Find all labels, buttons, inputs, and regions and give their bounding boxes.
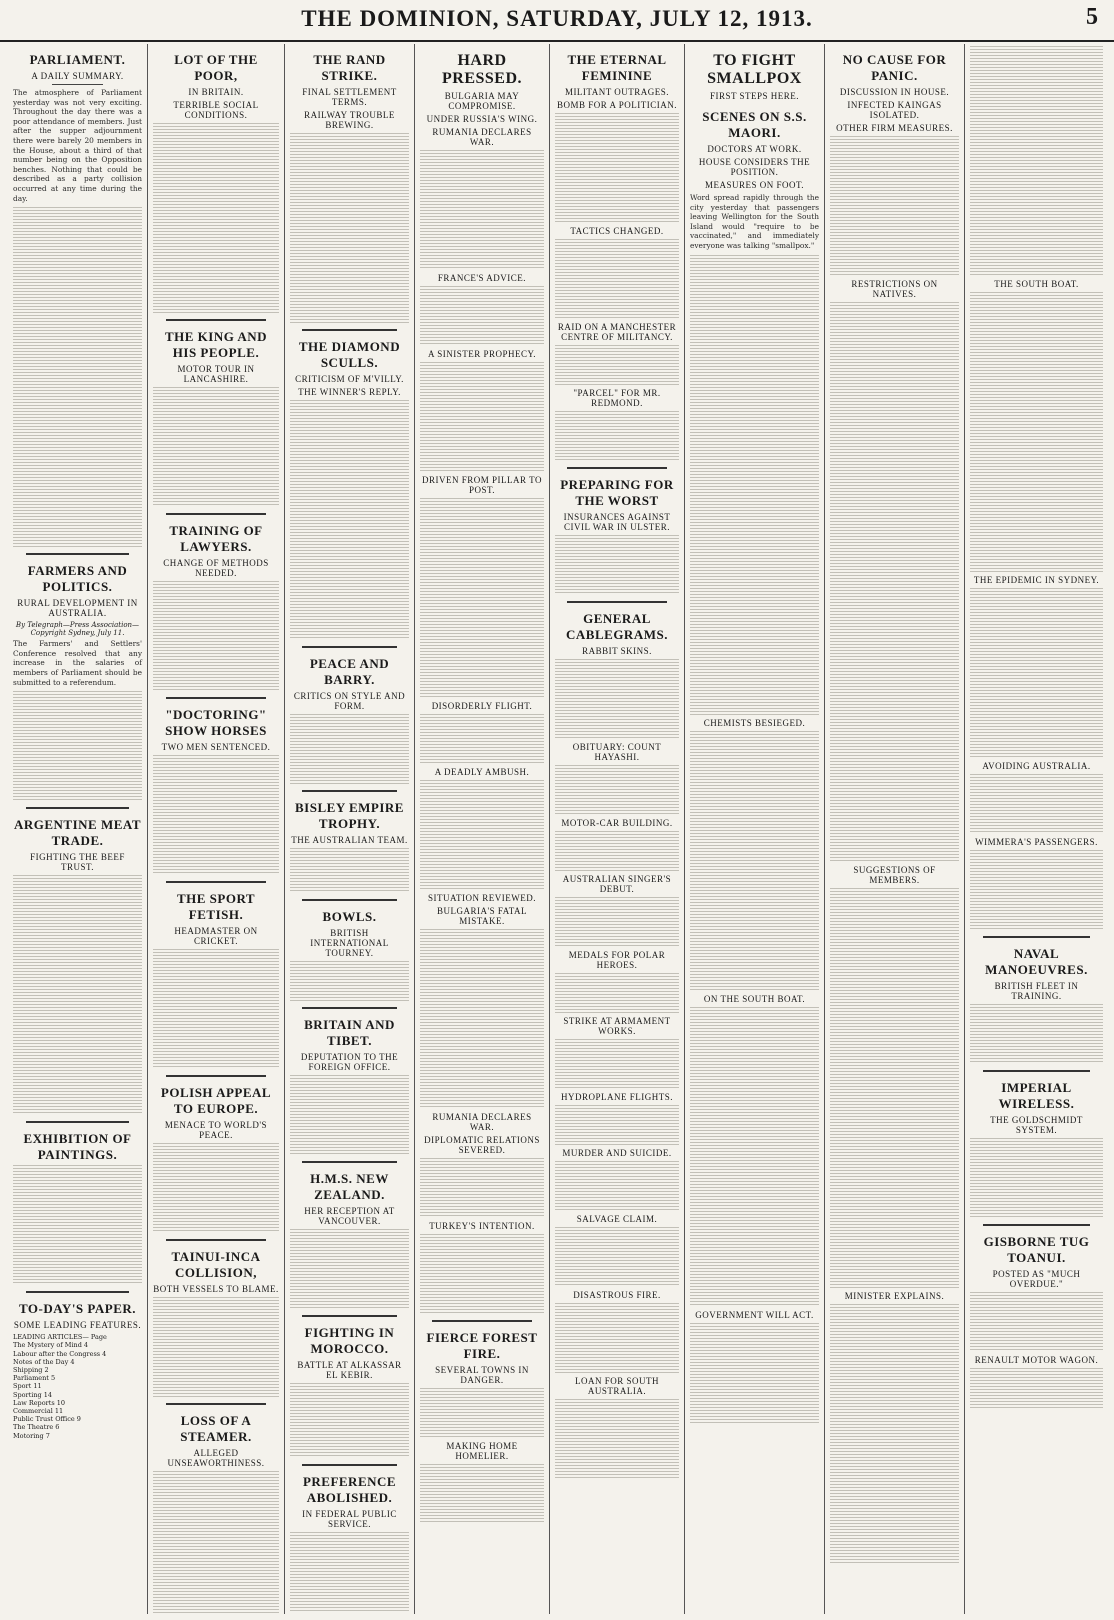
column-2 [148,44,285,1614]
article-body [13,1165,142,1285]
article-body [290,400,409,640]
divider [302,1007,397,1009]
toc-row: Sport 11 [13,1382,42,1391]
toc-row: LEADING ARTICLES— Page [13,1333,107,1342]
article-body [830,888,959,1288]
subheadline: RABBIT SKINS. [582,646,652,656]
article-body [420,1388,544,1438]
divider [166,1403,267,1405]
section-head: RENAULT MOTOR WAGON. [974,1355,1099,1365]
column-3 [285,44,415,1614]
headline: TO FIGHT SMALLPOX [707,52,802,87]
subheadline: BULGARIA'S FATAL MISTAKE. [437,906,527,926]
article-text: Word spread rapidly through the city yesterday that passengers leaving Wellington for the South Island would "require to be vaccinated," and immediately everyone was talking "smallpox." [690,193,819,250]
article-body [153,1471,279,1614]
page-number: 5 [1086,4,1098,30]
subheadline: SEVERAL TOWNS IN DANGER. [435,1365,529,1385]
article-body [153,123,279,313]
divider [166,1239,267,1241]
headline: BRITAIN AND TIBET. [304,1017,395,1048]
article-body [555,1105,679,1145]
subheadline: INFECTED KAINGAS ISOLATED. [847,100,942,120]
subheadline: TWO MEN SENTENCED. [161,742,271,752]
subheadline: THE AUSTRALIAN TEAM. [291,835,408,845]
subheadline: DOCTORS AT WORK. [707,144,802,154]
article-body [690,255,819,715]
article-body [153,581,279,691]
subheadline: BRITISH INTERNATIONAL TOURNEY. [310,928,389,958]
headline: NAVAL MANOEUVRES. [985,946,1088,977]
section-head: DISASTROUS FIRE. [573,1290,661,1300]
headline: H.M.S. NEW ZEALAND. [310,1171,389,1202]
section-head: SUGGESTIONS OF MEMBERS. [853,865,936,885]
subheadline: BRITISH FLEET IN TRAINING. [994,981,1079,1001]
column-7 [825,44,965,1614]
section-head: ON THE SOUTH BOAT. [703,993,806,1004]
divider [302,899,397,901]
article-body [290,133,409,323]
toc-row: Public Trust Office 9 [13,1415,81,1424]
headline: PEACE AND BARRY. [309,656,390,687]
divider [26,553,129,555]
section-head: WIMMERA'S PASSENGERS. [975,837,1098,847]
headline: EXHIBITION OF PAINTINGS. [23,1131,132,1163]
article-body [420,780,544,890]
article-body [555,1303,679,1373]
subheadline: BOMB FOR A POLITICIAN. [556,100,677,110]
subheadline: BULGARIA MAY COMPROMISE. [444,91,520,111]
article-body [290,1075,409,1155]
article-body [555,973,679,1013]
divider [166,1075,267,1077]
section-head: A SINISTER PROPHECY. [427,349,537,359]
article-body [970,1292,1103,1352]
toc-row: Shipping 2 [13,1365,49,1374]
subheadline: RURAL DEVELOPMENT IN AUSTRALIA. [17,598,138,619]
headline: PREFERENCE ABOLISHED. [302,1474,397,1505]
headline: GISBORNE TUG TOANUI. [983,1234,1090,1265]
article-body [830,1304,959,1564]
headline: BISLEY EMPIRE TROPHY. [295,800,404,831]
divider [26,807,129,809]
section-head: RUMANIA DECLARES WAR. [432,1112,532,1132]
section-head: AUSTRALIAN SINGER'S DEBUT. [562,874,672,894]
article-body [290,1532,409,1612]
section-head: MURDER AND SUICIDE. [562,1148,672,1158]
article-body [420,929,544,1109]
subheadline: DEPUTATION TO THE FOREIGN OFFICE. [300,1052,399,1072]
headline: TO-DAY'S PAPER. [18,1301,137,1317]
section-head: FRANCE'S ADVICE. [437,273,527,283]
article-body [13,691,142,801]
divider [302,1161,397,1163]
article-body [970,1138,1103,1218]
section-head: MAKING HOME HOMELIER. [446,1441,518,1461]
article-body [555,897,679,947]
headline: FIERCE FOREST FIRE. [426,1330,538,1361]
divider [166,319,267,321]
headline: IMPERIAL WIRELESS. [998,1080,1075,1111]
article-body [970,850,1103,930]
subheadline: TERRIBLE SOCIAL CONDITIONS. [173,100,259,120]
article-text: The Farmers' and Settlers' Conference resolved that any increase in the salaries of members of Parliament should be submitted to a referendum. [13,639,142,687]
article-body [555,765,679,815]
article-body [290,714,409,784]
section-head: MOTOR-CAR BUILDING. [561,818,673,828]
article-body [153,387,279,507]
headline: "DOCTORING" SHOW HORSES [165,707,267,738]
headline: ARGENTINE MEAT TRADE. [13,817,142,849]
subheadline: OTHER FIRM MEASURES. [836,123,953,133]
headline: LOSS OF A STEAMER. [180,1413,252,1444]
section-head: STRIKE AT ARMAMENT WORKS. [563,1016,671,1036]
article-body [153,755,279,875]
section-head: RAID ON A MANCHESTER CENTRE OF MILITANCY. [557,322,677,342]
section-head: CHEMISTS BESIEGED. [703,717,806,728]
article-body [970,588,1103,758]
article-body [830,136,959,276]
article-body [555,345,679,385]
article-body [290,848,409,893]
section-head: DRIVEN FROM PILLAR TO POST. [422,475,542,495]
subheadline: CRITICS ON STYLE AND FORM. [293,691,406,711]
article-body [555,113,679,223]
headline: FARMERS AND POLITICS. [27,563,128,595]
section-head: THE EPIDEMIC IN SYDNEY. [973,575,1100,585]
toc-row: The Theatre 6 [13,1423,60,1432]
subheadline: MENACE TO WORLD'S PEACE. [164,1120,268,1140]
subheadline: HOUSE CONSIDERS THE POSITION. [698,157,811,177]
divider [302,1315,397,1317]
section-head: GOVERNMENT WILL ACT. [695,1309,814,1320]
headline: LOT OF THE POOR, [174,52,258,83]
toc-row: Labour after the Congress 4 [13,1349,107,1358]
article-body [970,292,1103,572]
headline: THE RAND STRIKE. [313,52,386,83]
article-body [290,961,409,1001]
divider [567,601,666,603]
article-body [290,1229,409,1309]
divider [983,1224,1089,1226]
article-body [420,714,544,764]
section-head: MINISTER EXPLAINS. [844,1291,945,1301]
article-body [970,774,1103,834]
divider [432,1320,531,1322]
headline: PREPARING FOR THE WORST [560,477,674,508]
section-head: OBITUARY: COUNT HAYASHI. [572,742,662,762]
column-4 [415,44,550,1614]
subheadline: POSTED AS "MUCH OVERDUE." [992,1269,1081,1289]
divider [166,881,267,883]
article-body [420,362,544,472]
headline: GENERAL CABLEGRAMS. [566,611,668,642]
toc-row: Parliament 5 [13,1374,56,1383]
divider [302,646,397,648]
headline: SCENES ON S.S. MAORI. [702,109,807,140]
column-8 [965,44,1108,1614]
section-head: RESTRICTIONS ON NATIVES. [851,279,938,299]
headline: BOWLS. [322,909,377,924]
divider [166,697,267,699]
article-text: The atmosphere of Parliament yesterday was not very exciting. Throughout the day there was a poor attendance of members. Just after the supper adjournment there were barely 20 members in the House, about a third of that number being on the Opposition benches. Nothing that could be described as a party collision occurred at any time during the day. [13,88,142,203]
subheadline: THE GOLDSCHMIDT SYSTEM. [990,1115,1083,1135]
section-head: SALVAGE CLAIM. [576,1214,658,1224]
toc-row: Motoring 7 [13,1431,50,1440]
article-body [555,831,679,871]
divider [166,513,267,515]
article-body [290,1383,409,1458]
subheadline: MILITANT OUTRAGES. [564,87,670,97]
article-body [555,535,679,595]
article-body [420,286,544,346]
article-body [555,239,679,319]
article-body [970,1004,1103,1064]
article-body [420,1234,544,1314]
headline: FIGHTING IN MOROCCO. [304,1325,395,1356]
article-body [555,1039,679,1089]
article-body [153,1143,279,1233]
article-body [420,150,544,270]
subheadline: INSURANCES AGAINST CIVIL WAR IN ULSTER. [563,512,671,532]
subheadline: FIGHTING THE BEEF TRUST. [30,852,125,873]
headline: POLISH APPEAL TO EUROPE. [160,1085,272,1116]
section-head: TURKEY'S INTENTION. [429,1221,535,1231]
headline: TRAINING OF LAWYERS. [169,523,263,554]
section-head: DISORDERLY FLIGHT. [431,701,533,711]
dateline: By Telegraph—Press Association—Copyright Sydney, July 11. [15,621,140,638]
subheadline: MEASURES ON FOOT. [704,180,805,190]
subheadline: BOTH VESSELS TO BLAME. [153,1284,279,1294]
article-body [555,1227,679,1287]
subheadline: DIPLOMATIC RELATIONS SEVERED. [424,1135,540,1155]
subheadline: HER RECEPTION AT VANCOUVER. [304,1206,395,1226]
subheadline: CHANGE OF METHODS NEEDED. [163,558,269,578]
article-body [555,1161,679,1211]
subheadline: IN FEDERAL PUBLIC SERVICE. [302,1509,397,1529]
article-body [690,1323,819,1423]
article-body [555,1399,679,1479]
divider [567,467,666,469]
article-body [970,46,1103,276]
headline: HARD PRESSED. [441,52,523,87]
section-head: A DEADLY AMBUSH. [434,767,530,777]
article-body [690,1007,819,1307]
article-body [690,731,819,991]
subheadline: HEADMASTER ON CRICKET. [174,926,258,946]
section-head: "PARCEL" FOR MR. REDMOND. [573,388,661,408]
headline: PARLIAMENT. [29,52,126,67]
toc-row: Law Reports 10 [13,1398,66,1407]
article-body [153,949,279,1069]
section-head: THE SOUTH BOAT. [994,279,1079,289]
article-body [153,1297,279,1397]
article-body [555,659,679,739]
section-head: MEDALS FOR POLAR HEROES. [568,950,666,970]
subheadline: SOME LEADING FEATURES. [13,1320,142,1331]
subheadline: FIRST STEPS HERE. [709,91,800,101]
headline: THE DIAMOND SCULLS. [298,339,401,370]
subheadline: RUMANIA DECLARES WAR. [432,127,532,147]
subheadline: IN BRITAIN. [188,87,244,97]
divider [26,1121,129,1123]
column-5 [550,44,685,1614]
column-6 [685,44,825,1614]
headline: THE SPORT FETISH. [176,891,256,922]
subheadline: BATTLE AT ALKASSAR EL KEBIR. [297,1360,402,1380]
column-1 [8,44,148,1614]
article-body [13,207,142,547]
subheadline: DISCUSSION IN HOUSE. [839,87,950,97]
divider [302,790,397,792]
headline: THE KING AND HIS PEOPLE. [164,329,268,360]
subheadline: MOTOR TOUR IN LANCASHIRE. [177,364,255,384]
section-head: AVOIDING AUSTRALIA. [982,761,1091,771]
divider [26,1291,129,1293]
headline: NO CAUSE FOR PANIC. [842,52,947,83]
divider [302,329,397,331]
article-body [13,875,142,1115]
subheadline: FINAL SETTLEMENT TERMS. [302,87,397,107]
subheadline: CRITICISM OF M'VILLY. [295,374,404,384]
section-head: SITUATION REVIEWED. [428,893,536,903]
section-head: HYDROPLANE FLIGHTS. [560,1092,673,1102]
masthead [0,0,1114,42]
newspaper-title: THE DOMINION, SATURDAY, JULY 12, 1913. [301,6,813,31]
article-body [420,1464,544,1524]
toc-row: The Mystery of Mind 4 [13,1341,89,1350]
article-body [420,1158,544,1218]
divider [983,936,1089,938]
divider [983,1070,1089,1072]
headline: THE ETERNAL FEMININE [567,52,667,83]
article-body [555,411,679,461]
toc-row: Sporting 14 [13,1390,53,1399]
subheadline: A DAILY SUMMARY. [31,71,124,81]
headline: TAINUI-INCA COLLISION, [171,1249,261,1280]
subheadline: ALLEGED UNSEAWORTHINESS. [167,1448,265,1468]
subheadline: RAILWAY TROUBLE BREWING. [304,110,395,130]
toc-row: Commercial 11 [13,1406,64,1415]
section-head: LOAN FOR SOUTH AUSTRALIA. [574,1376,659,1396]
subheadline: UNDER RUSSIA'S WING. [426,114,538,124]
article-body [830,302,959,862]
newspaper-columns [8,44,1108,1614]
divider [302,1464,397,1466]
article-body [970,1368,1103,1408]
toc-row: Notes of the Day 4 [13,1357,75,1366]
subheadline: THE WINNER'S REPLY. [298,387,401,397]
divider [52,84,104,85]
article-body [420,498,544,698]
section-head: TACTICS CHANGED. [570,226,664,236]
